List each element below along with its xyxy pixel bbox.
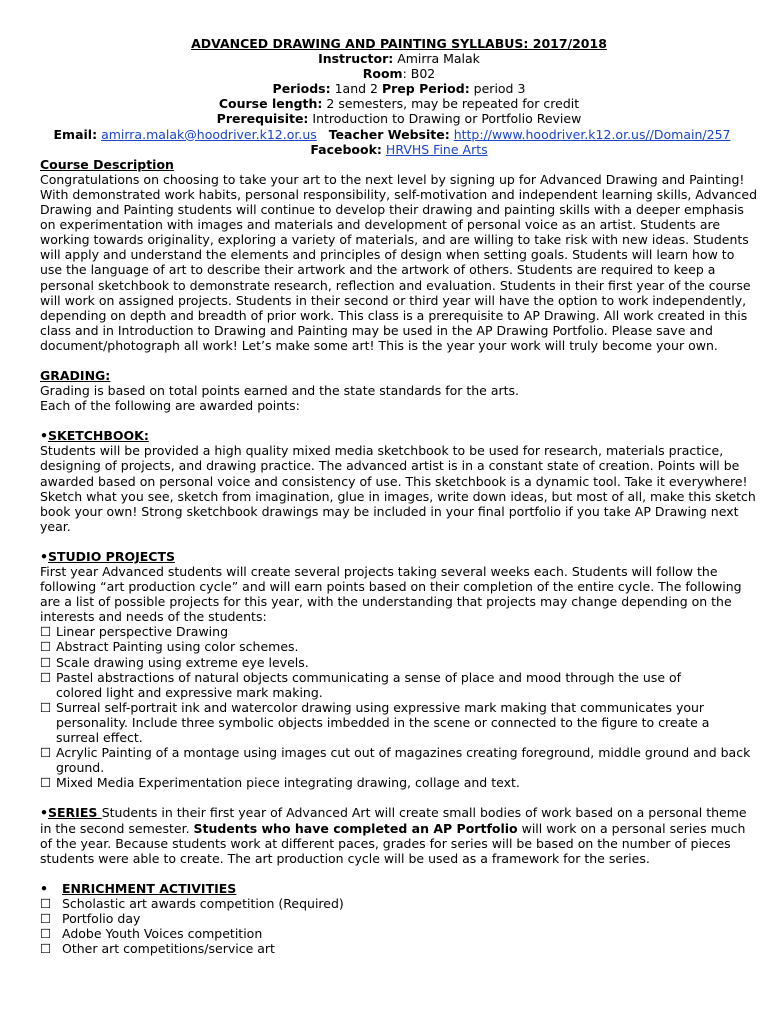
checkbox-icon: ☐ [40,895,52,911]
checkbox-icon: ☐ [40,941,52,957]
series-text-1: Students in their first year of Advanced Art will create small bodies of work based on a personal theme in the second semester. [40,805,747,836]
project-text: Scale drawing using extreme eye levels. [56,654,309,670]
room-value: : B02 [402,66,436,82]
grading-heading: GRADING: [40,367,111,383]
prep-period-value: period 3 [469,81,526,97]
checkbox-icon: ☐ [40,699,52,715]
list-item [40,670,758,700]
course-length-line [40,96,758,111]
project-text: Surreal self-portrait ink and watercolor drawing using expressive mark making that communicates your personality. Include three symbolic objects imbedded in the scene or connected to the figure to create a surreal effect. [56,699,710,746]
prerequisite-value: Introduction to Drawing or Portfolio Review [308,111,582,127]
project-text: Abstract Painting using color schemes. [56,639,299,655]
enrichment-heading-line [40,881,758,896]
course-description-heading: Course Description [40,156,174,172]
project-text: Linear perspective Drawing [56,624,229,640]
series-paragraph [40,805,758,865]
list-item [40,911,758,926]
checkbox-icon: ☐ [40,639,52,655]
project-text: Mixed Media Experimentation piece integrating drawing, collage and text. [56,775,520,791]
enrichment-text: Portfolio day [62,910,141,926]
sketchbook-heading-line [40,428,758,443]
checkbox-icon: ☐ [40,624,52,640]
facebook-line [40,142,758,157]
enrichment-text: Adobe Youth Voices competition [62,926,263,942]
list-item [40,775,758,790]
course-description-body: Congratulations on choosing to take your art to the next level by signing up for Advanced Drawing and Painting! With demonstrated work habits, personal responsibility, self-motivation and independent learning skills, Advanced Drawing and Painting students will continue to develop their drawing and painting skills with a deeper emphasis on experimentation with images and materials and development of personal voice as an artist. Students are working towards originality, exploring a variety of materials, and are willing to take risk with new ideas. Students will apply and understand the elements and principles of design when setting goals. Students will learn how to use the language of art to describe their artwork and the artwork of others. Students are required to keep a personal sketchbook to demonstrate research, reflection and evaluation. Students in their first year of the course will work on assigned projects. Students in their second or third year will have the option to work independently, depending on depth and breadth of prior work. This class is a prerequisite to AP Drawing. All work created in this class and in Introduction to Drawing and Painting may be used in the AP Drawing Portfolio. Please save and document/photograph all work! Let’s make some art! This is the year your work will truly become your own. [40,171,758,353]
list-item [40,745,758,775]
list-item [40,926,758,941]
email-label: Email: [53,126,98,142]
studio-project-list [40,624,758,790]
bullet-icon: • [40,428,48,444]
sketchbook-body: Students will be provided a high quality mixed media sketchbook to be used for research, materials practice, designing of projects, and drawing practice. The advanced artist is in a constant state of creation. Points will be awarded based on personal voice and consistency of use. This sketchbook is a dynamic tool. Take it everywhere! Sketch what you see, sketch from imagination, glue in images, write down ideas, but most of all, make this sketch book your own! Strong sketchbook drawings may be included in your final portfolio if you take AP Drawing next year. [40,443,756,534]
checkbox-icon: ☐ [40,775,52,791]
grading-line-2: Each of the following are awarded points: [40,398,300,414]
checkbox-icon: ☐ [40,745,52,761]
bullet-icon: • [40,548,48,564]
facebook-link[interactable]: HRVHS Fine Arts [385,141,488,157]
room-line [40,66,758,81]
facebook-label: Facebook: [310,141,382,157]
instructor-value: Amirra Malak [393,51,480,67]
list-item [40,655,758,670]
enrichment-text: Other art competitions/service art [62,941,275,957]
studio-heading: STUDIO PROJECTS [48,548,175,564]
series-heading: SERIES [48,805,102,821]
list-item [40,624,758,639]
periods-line [40,81,758,96]
bullet-icon: • [40,805,48,821]
series-text-2: will work on a personal series much of the year. Because students work at different paces, grades for series will be based on the number of pieces students were able to create. The art production cycle will be used as a framework for the series. [40,820,746,866]
checkbox-icon: ☐ [40,926,52,942]
enrichment-text: Scholastic art awards competition (Required) [62,895,344,911]
list-item [40,700,758,745]
prerequisite-line [40,111,758,126]
bullet-icon: • [40,880,48,896]
list-item [40,941,758,956]
website-link[interactable]: http://www.hoodriver.k12.or.us//Domain/257 [453,126,731,142]
grading-line-1: Grading is based on total points earned and the state standards for the arts. [40,383,520,399]
project-text: Pastel abstractions of natural objects communicating a sense of place and mood through the use of colored light and expressive mark making. [56,669,682,700]
periods-label: Periods: [272,81,331,97]
prerequisite-label: Prerequisite: [216,111,309,127]
series-bold-text: Students who have completed an AP Portfolio [193,820,518,836]
email-link[interactable]: amirra.malak@hoodriver.k12.or.us [101,126,317,142]
checkbox-icon: ☐ [40,669,52,685]
course-length-value: 2 semesters, may be repeated for credit [322,96,580,112]
list-item [40,639,758,654]
instructor-line [40,51,758,66]
studio-heading-line [40,549,758,564]
checkbox-icon: ☐ [40,910,52,926]
instructor-label: Instructor: [318,51,394,67]
enrichment-list [40,896,758,956]
list-item [40,896,758,911]
checkbox-icon: ☐ [40,654,52,670]
document-title: ADVANCED DRAWING AND PAINTING SYLLABUS: 2017/2018 [191,36,607,51]
periods-value: 1and 2 [330,81,382,97]
website-label: Teacher Website: [328,126,450,142]
syllabus-page [40,36,758,956]
contact-line [14,127,770,142]
project-text: Acrylic Painting of a montage using images cut out of magazines creating foreground, middle ground and back ground. [56,745,751,776]
sketchbook-heading: SKETCHBOOK: [48,428,149,444]
course-length-label: Course length: [218,96,323,112]
enrichment-heading: ENRICHMENT ACTIVITIES [62,880,237,896]
room-label: Room [362,66,403,82]
prep-period-label: Prep Period: [381,81,470,97]
studio-intro: First year Advanced students will create several projects taking several weeks each. Students will follow the following “art production cycle” and will earn points based on their completion of the entire cycle. The following are a list of possible projects for this year, with the understanding that projects may change depending on the interests and needs of the students: [40,564,742,625]
